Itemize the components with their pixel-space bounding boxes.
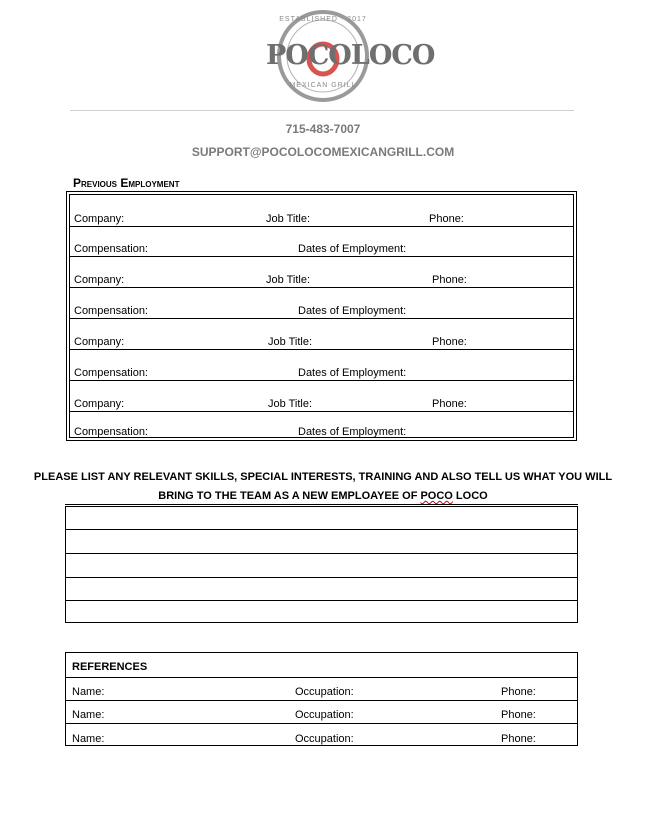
job-title-label: Job Title:	[266, 213, 311, 225]
contact-phone: 715-483-7007	[285, 122, 361, 136]
job-title-label: Job Title:	[266, 274, 311, 286]
references-title: REFERENCES	[72, 661, 148, 673]
reference-phone-label: Phone:	[501, 733, 536, 745]
skills-line	[66, 577, 577, 578]
skills-line	[66, 529, 577, 530]
skills-line	[66, 553, 577, 554]
skills-top-rule	[65, 504, 578, 505]
references-line	[66, 677, 577, 678]
logo-top-arc: ESTABLISHED · 2017	[279, 16, 367, 23]
logo-bottom-arc: MEXICAN GRILL	[289, 82, 357, 89]
references-line	[66, 700, 577, 701]
references-table	[65, 652, 578, 746]
contact-email: SUPPORT@POCOLOCOMEXICANGRILL.COM	[191, 145, 455, 159]
company-label: Company:	[74, 336, 125, 348]
previous-employment-title: Previous Employment	[73, 176, 180, 190]
reference-name-label: Name:	[72, 733, 105, 745]
employment-row	[70, 380, 573, 412]
compensation-label: Compensation:	[74, 367, 148, 379]
employment-row	[70, 226, 573, 257]
employment-row	[70, 349, 573, 381]
logo-brand: POCOLOCO	[266, 40, 435, 71]
skills-heading-text: BRING TO THE TEAM AS A NEW EMPLOAYEE OF	[158, 490, 421, 502]
job-title-label: Job Title:	[268, 336, 313, 348]
company-label: Company:	[74, 398, 125, 410]
job-title-label: Job Title:	[268, 398, 313, 410]
reference-occupation-label: Occupation:	[295, 733, 354, 745]
reference-phone-label: Phone:	[501, 709, 536, 721]
references-line	[66, 723, 577, 724]
skills-heading-text-end: LOCO	[452, 490, 488, 502]
dates-label: Dates of Employment:	[298, 367, 407, 379]
skills-heading-line1: PLEASE LIST ANY RELEVANT SKILLS, SPECIAL INTERESTS, TRAINING AND ALSO TELL US WHAT YOU WILL	[33, 471, 613, 483]
skills-answer-box[interactable]	[65, 506, 578, 623]
reference-name-label: Name:	[72, 709, 105, 721]
employment-row	[70, 256, 573, 288]
reference-name-label: Name:	[72, 686, 105, 698]
dates-label: Dates of Employment:	[298, 426, 407, 438]
employment-table	[66, 191, 577, 441]
company-label: Company:	[74, 213, 125, 225]
skills-line	[66, 600, 577, 601]
compensation-label: Compensation:	[74, 426, 148, 438]
reference-occupation-label: Occupation:	[295, 709, 354, 721]
employment-row	[70, 195, 573, 227]
employment-row	[70, 287, 573, 319]
header-divider	[70, 110, 574, 111]
phone-label: Phone:	[432, 398, 467, 410]
phone-label: Phone:	[432, 274, 467, 286]
misspelled-word: POCO	[420, 490, 453, 502]
employment-row	[70, 411, 573, 439]
phone-label: Phone:	[432, 336, 467, 348]
dates-label: Dates of Employment:	[298, 243, 407, 255]
compensation-label: Compensation:	[74, 305, 148, 317]
phone-label: Phone:	[429, 213, 464, 225]
pocoloco-logo	[266, 10, 435, 102]
company-label: Company:	[74, 274, 125, 286]
reference-phone-label: Phone:	[501, 686, 536, 698]
dates-label: Dates of Employment:	[298, 305, 407, 317]
compensation-label: Compensation:	[74, 243, 148, 255]
employment-row	[70, 318, 573, 350]
reference-occupation-label: Occupation:	[295, 686, 354, 698]
